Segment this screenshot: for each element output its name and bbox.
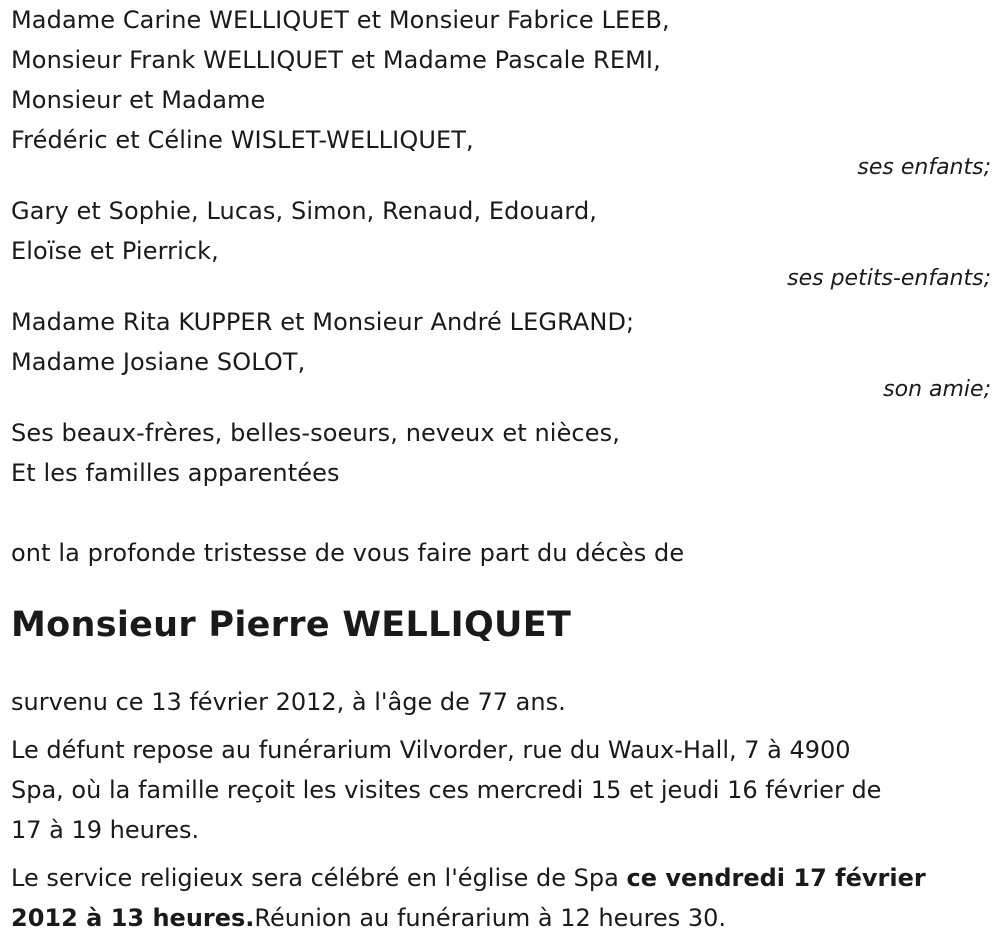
- family-line: Et les familles apparentées: [11, 459, 340, 487]
- family-line: Monsieur et Madame: [11, 86, 266, 114]
- gathering-info: Réunion au funérarium à 12 heures 30.: [254, 904, 727, 932]
- service-details: [11, 858, 991, 938]
- visitation-line: Le défunt repose au funérarium Vilvorder, rue du Waux-Hall, 7 à 4900: [11, 736, 851, 764]
- service-time: 2012 à 13 heures.: [11, 904, 255, 932]
- others-group: [11, 413, 991, 493]
- service-line-2: [11, 898, 991, 938]
- grandchildren-group: [11, 191, 991, 292]
- family-line: Madame Carine WELLIQUET et Monsieur Fabrice LEEB,: [11, 6, 670, 34]
- visitation-line: 17 à 19 heures.: [11, 816, 200, 844]
- announcement-text: ont la profonde tristesse de vous faire part du décès de: [11, 539, 685, 567]
- family-line: Ses beaux-frères, belles-soeurs, neveux et nièces,: [11, 419, 620, 447]
- service-line-1: [11, 858, 991, 898]
- visitation-line: Spa, où la famille reçoit les visites ces mercredi 15 et jeudi 16 février de: [11, 776, 882, 804]
- service-prefix: Le service religieux sera célébré en l'église de Spa: [11, 864, 627, 892]
- relation-label-friend: son amie;: [883, 377, 991, 402]
- family-line: Eloïse et Pierrick,: [11, 237, 219, 265]
- death-details: survenu ce 13 février 2012, à l'âge de 77 ans.: [11, 688, 566, 716]
- family-line: Monsieur Frank WELLIQUET et Madame Pascale REMI,: [11, 46, 661, 74]
- family-line: Frédéric et Céline WISLET-WELLIQUET,: [11, 126, 474, 154]
- family-line: Gary et Sophie, Lucas, Simon, Renaud, Edouard,: [11, 197, 598, 225]
- children-group: [11, 0, 991, 181]
- friend-group: [11, 302, 991, 403]
- family-line: Madame Josiane SOLOT,: [11, 348, 306, 376]
- deceased-name: Monsieur Pierre WELLIQUET: [11, 605, 572, 645]
- relation-label-children: ses enfants;: [857, 155, 991, 180]
- visitation-details: [11, 730, 991, 850]
- service-date: ce vendredi 17 février: [626, 864, 926, 892]
- relation-label-grandchildren: ses petits-enfants;: [787, 266, 991, 291]
- family-line: Madame Rita KUPPER et Monsieur André LEGRAND;: [11, 308, 635, 336]
- obituary-notice: [11, 0, 991, 946]
